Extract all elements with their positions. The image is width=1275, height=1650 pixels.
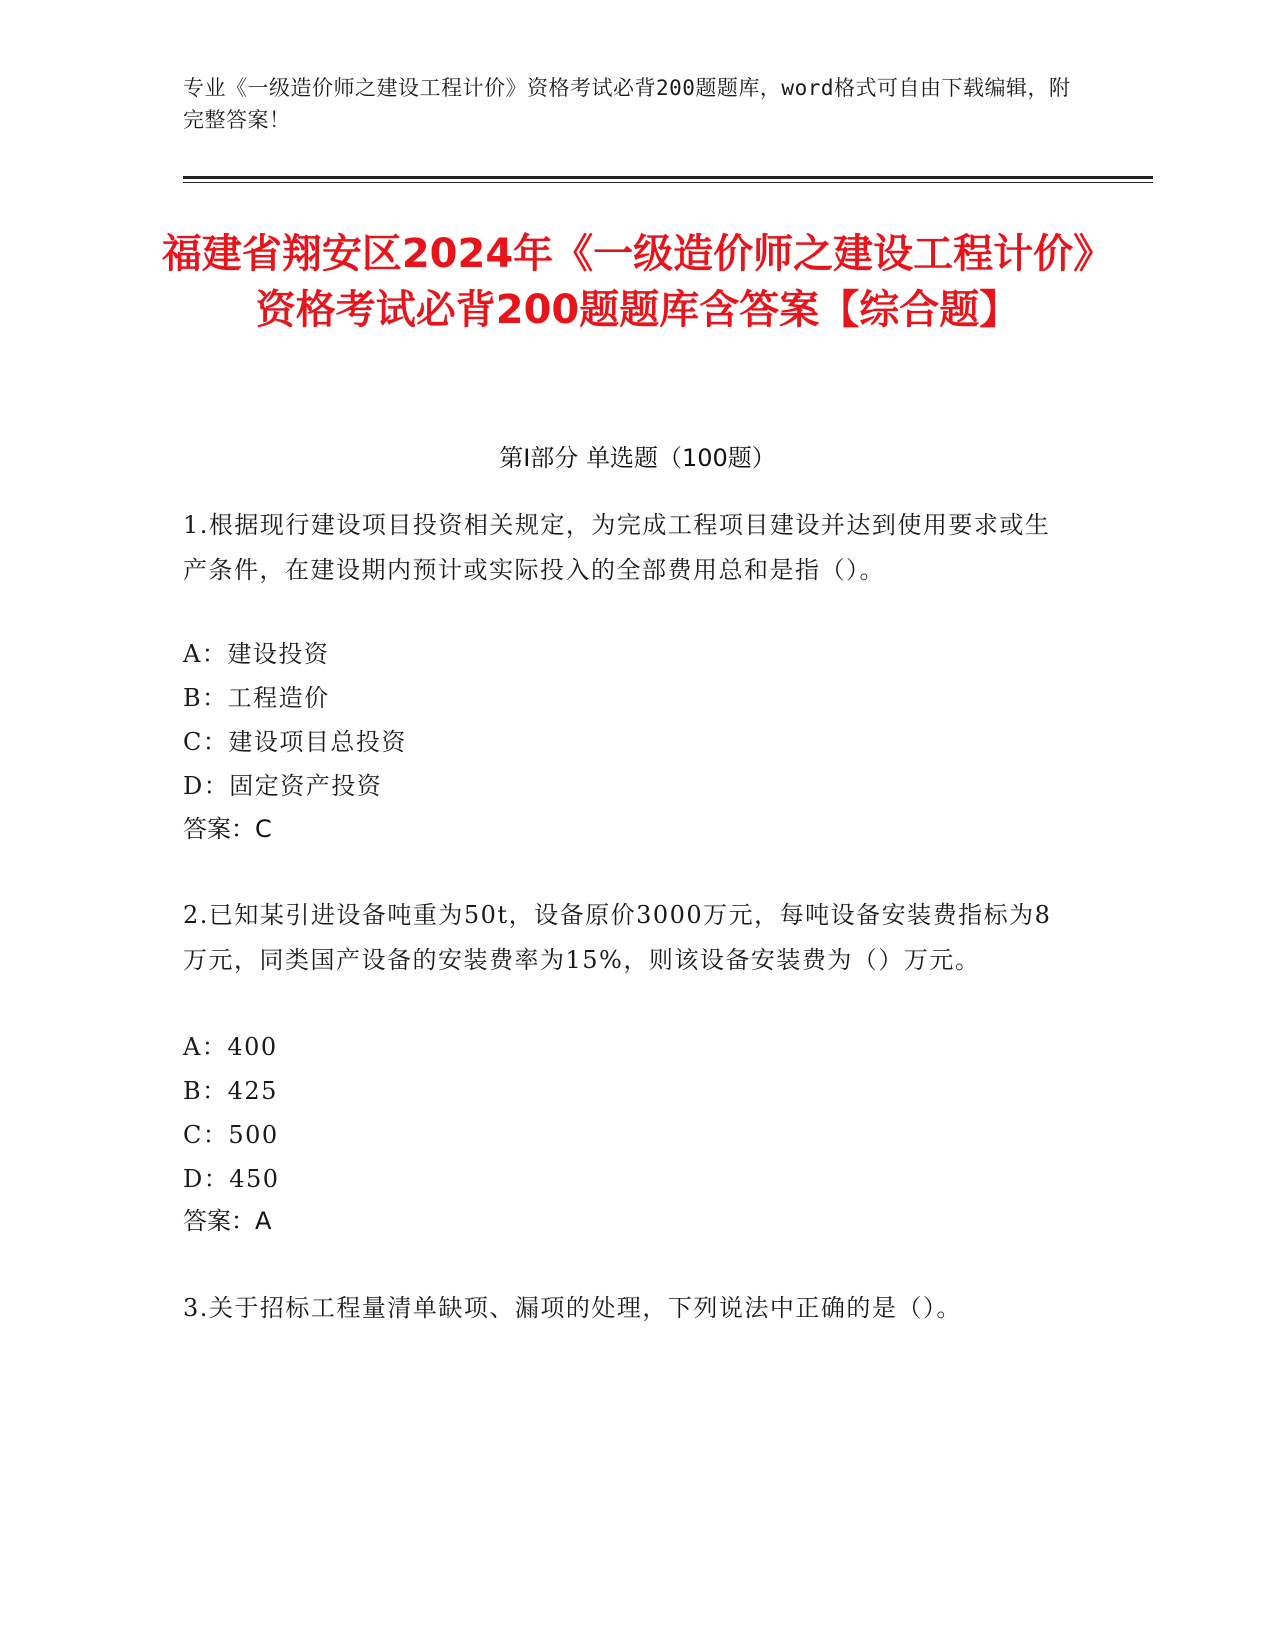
header-divider-thick bbox=[183, 176, 1153, 179]
header-note: 专业《一级造价师之建设工程计价》资格考试必背200题题库，word格式可自由下载编辑，附完整答案！ bbox=[183, 76, 1071, 132]
question-1-answer: 答案：C bbox=[183, 815, 272, 843]
question-2-option-d: D：450 bbox=[183, 1165, 280, 1193]
question-1-option-a: A：建设投资 bbox=[183, 640, 330, 668]
question-1-option-d: D：固定资产投资 bbox=[183, 772, 383, 800]
question-3-text: 3.关于招标工程量清单缺项、漏项的处理，下列说法中正确的是（）。 bbox=[183, 1294, 962, 1322]
question-1-text: 1.根据现行建设项目投资相关规定，为完成工程项目建设并达到使用要求或生产条件，在建设期内预计或实际投入的全部费用总和是指（）。 bbox=[183, 511, 1051, 584]
question-2-text: 2.已知某引进设备吨重为50t，设备原价3000万元，每吨设备安装费指标为8万元，同类国产设备的安装费率为15%，则该设备安装费为（）万元。 bbox=[183, 901, 1052, 974]
question-2-option-c: C：500 bbox=[183, 1121, 279, 1149]
question-2-option-a: A：400 bbox=[183, 1033, 278, 1061]
question-2-option-b: B：425 bbox=[183, 1077, 278, 1105]
question-2-answer: 答案：A bbox=[183, 1207, 272, 1235]
header-divider-thin bbox=[183, 182, 1153, 183]
section-title: 第Ⅰ部分 单选题（100题） bbox=[499, 444, 776, 472]
question-1-option-c: C：建设项目总投资 bbox=[183, 728, 407, 756]
question-1-option-b: B：工程造价 bbox=[183, 684, 330, 712]
document-title: 福建省翔安区2024年《一级造价师之建设工程计价》资格考试必背200题题库含答案【综合题】 bbox=[161, 231, 1114, 333]
